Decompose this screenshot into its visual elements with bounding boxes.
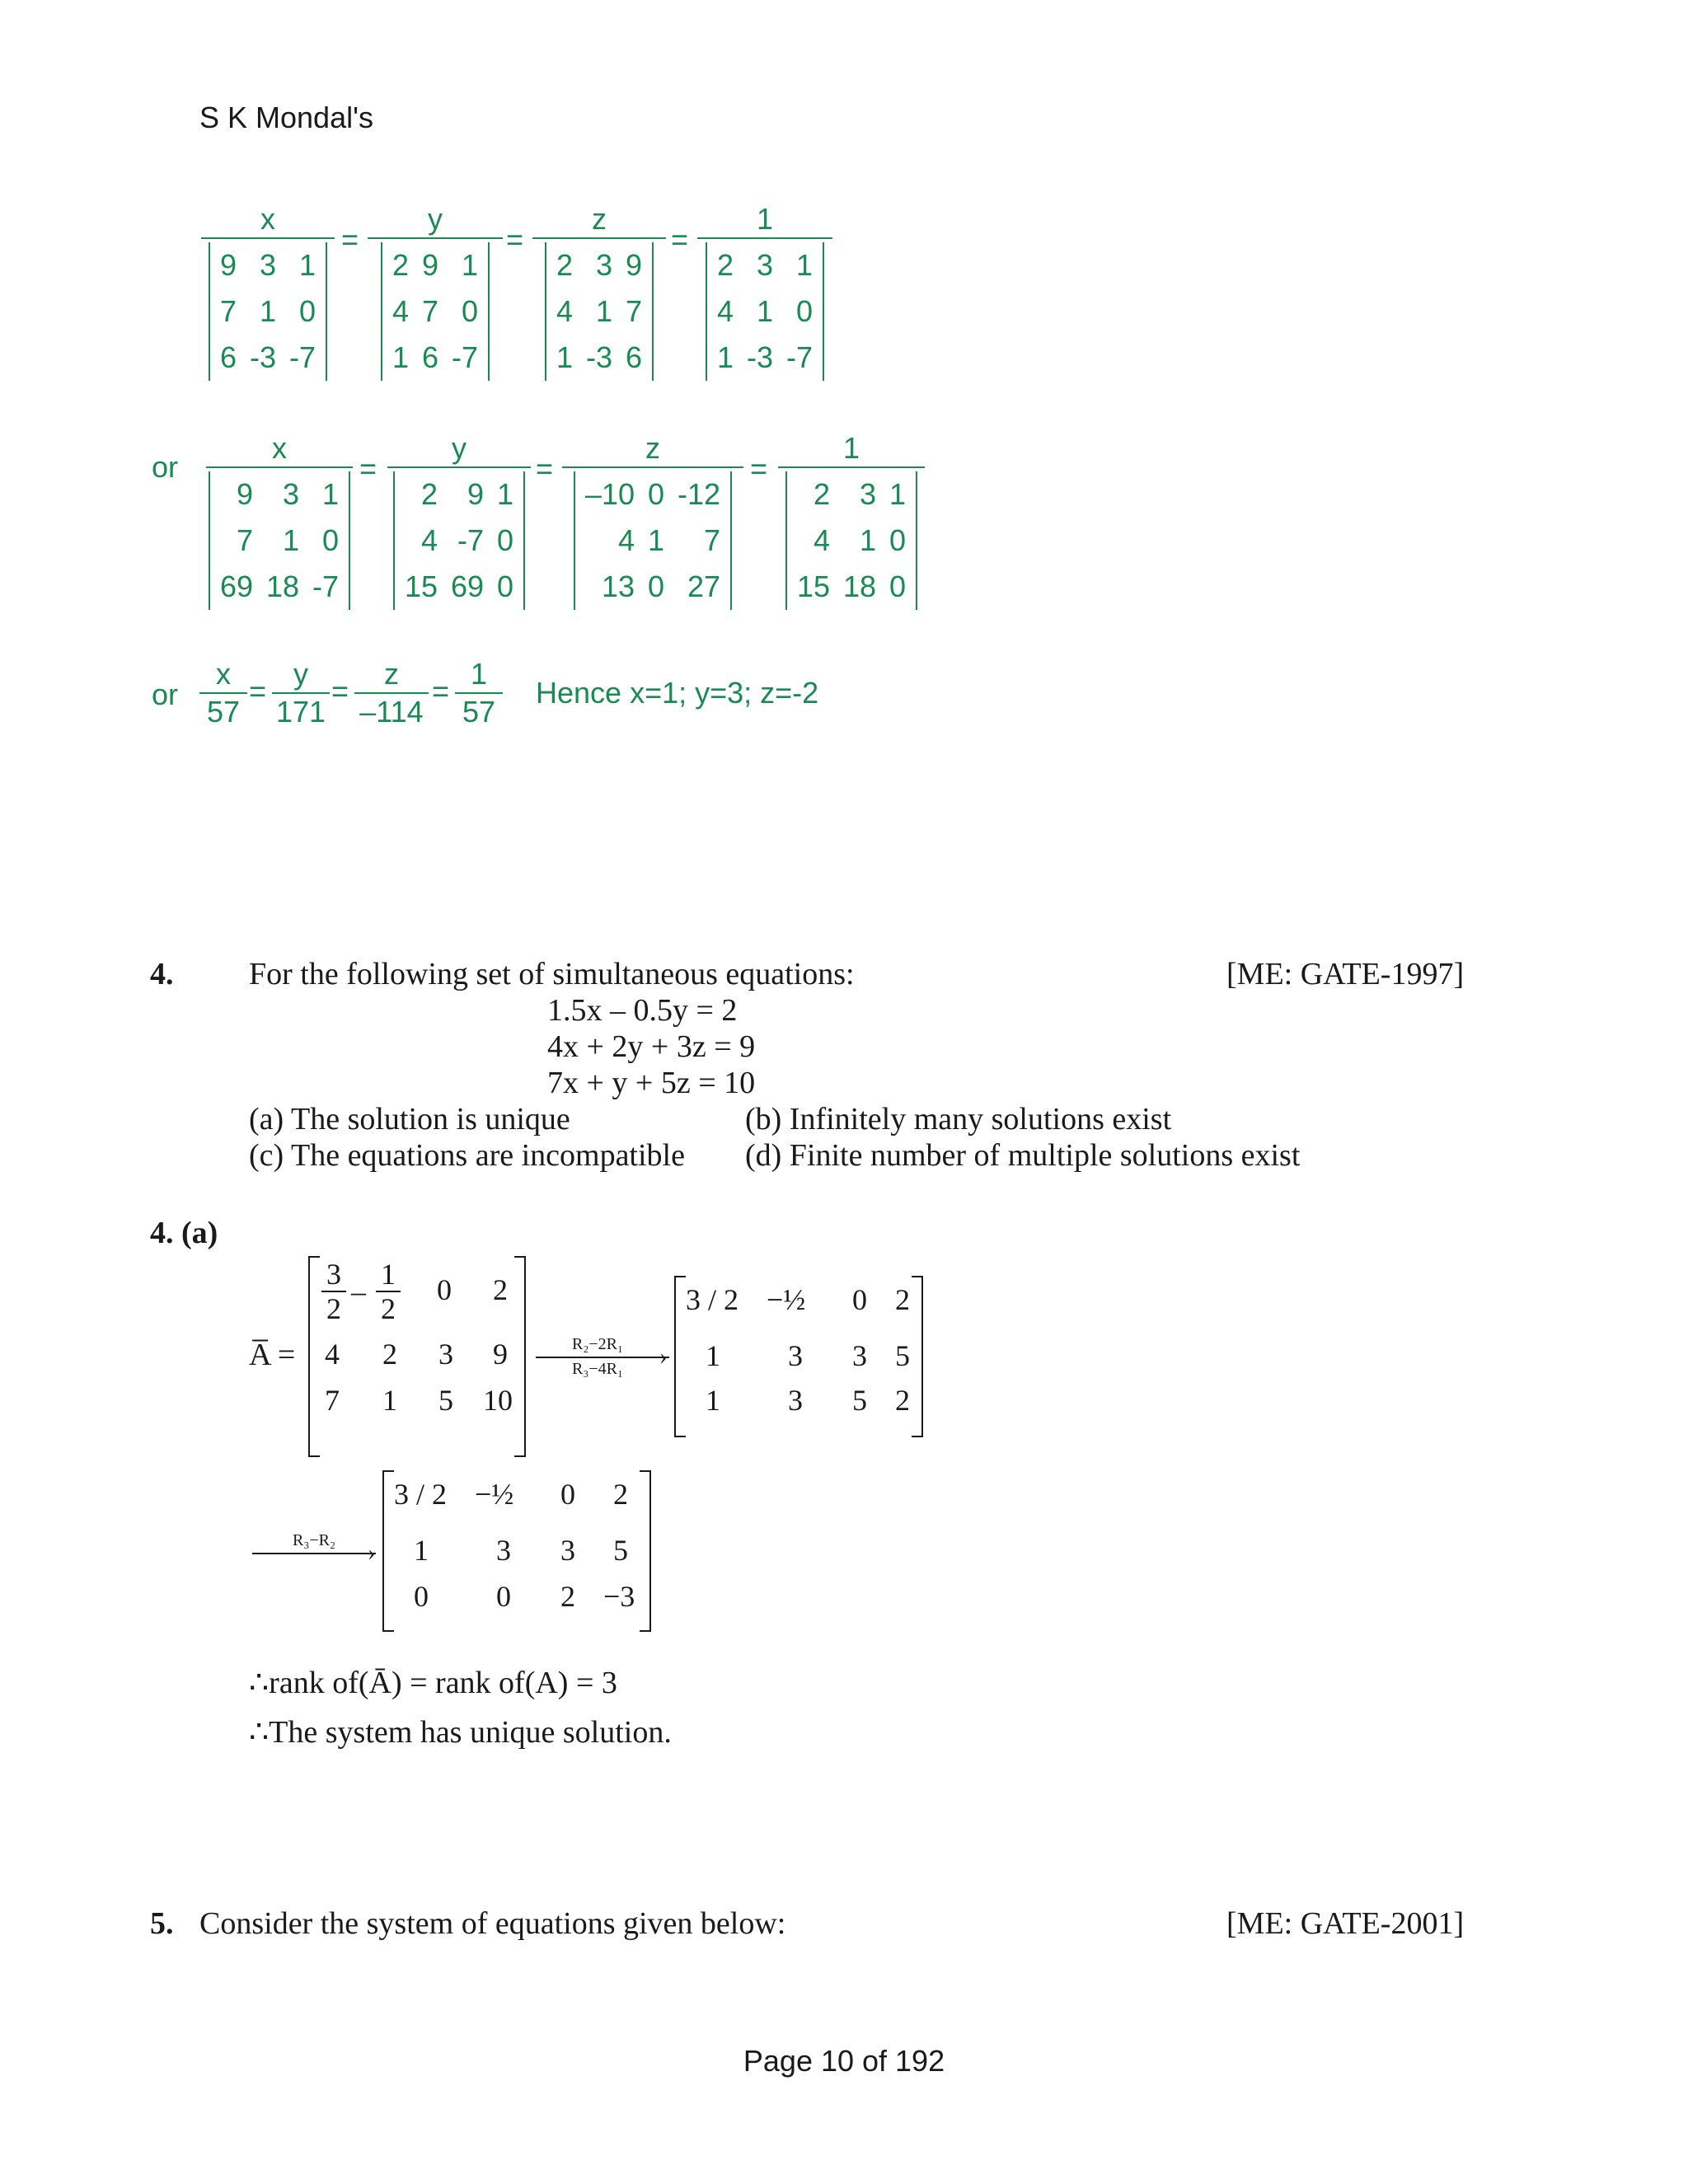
denominator: 57 [462, 695, 496, 729]
equation-1: 1.5x – 0.5y = 2 [547, 993, 738, 1028]
numerator: y [452, 431, 467, 465]
determinant-cell: -12 [678, 477, 721, 511]
determinant-cell: 0 [648, 569, 665, 603]
matrix-cell: 3 [438, 1338, 453, 1371]
matrix-cell: 1 2 [376, 1258, 401, 1325]
frac-y-3 [272, 656, 330, 730]
matrix-cell: 3 2 [321, 1258, 346, 1325]
matrix-cell: 2 [560, 1580, 575, 1613]
determinant-cell: 0 [299, 294, 316, 328]
determinant-cell: 1 [392, 340, 409, 374]
or-label: or [152, 450, 179, 484]
frac-one-2 [778, 430, 925, 610]
determinant-cell: 15 [796, 569, 830, 603]
numerator: y [428, 202, 443, 236]
augmented-matrix-label: A̅ = [249, 1338, 296, 1372]
option-a: (a) The solution is unique [249, 1102, 570, 1137]
matrix-cell: 3 [852, 1339, 867, 1372]
determinant-cell: -7 [786, 340, 814, 374]
equation-3: 7x + y + 5z = 10 [547, 1066, 756, 1100]
matrix-cell: 3 / 2 [686, 1283, 739, 1316]
determinant-cell: 0 [889, 569, 907, 603]
frac-one-1 [697, 201, 832, 381]
page-number: Page 10 of 192 [743, 2044, 945, 2078]
determinant-cell: 0 [889, 523, 907, 557]
matrix-cell: 0 [560, 1478, 575, 1511]
operation-label: R₃−4R₁ [572, 1360, 623, 1378]
numerator: z [354, 656, 429, 694]
determinant-cell: 1 [462, 248, 479, 282]
determinant-cell: 1 [860, 523, 877, 557]
matrix-cell: 1 [706, 1384, 720, 1417]
matrix-cell: 0 [414, 1580, 429, 1613]
matrix-cell: 2 [382, 1338, 397, 1371]
option-c: (c) The equations are incompatible [249, 1138, 685, 1173]
option-d: (d) Finite number of multiple solutions exist [745, 1138, 1301, 1173]
matrix-cell: 0 [437, 1273, 452, 1306]
determinant [706, 242, 824, 381]
determinant-cell: 6 [219, 340, 237, 374]
matrix-cell: 5 [895, 1339, 910, 1372]
determinant-cell: 1 [796, 248, 814, 282]
matrix-cell: 3 [560, 1534, 575, 1567]
determinant-cell: 1 [556, 340, 573, 374]
frac-x-1 [201, 201, 335, 381]
determinant-cell: 9 [236, 477, 253, 511]
matrix-cell: −½ [767, 1283, 806, 1316]
question-4-stem: For the following set of simultaneous equations: [249, 957, 855, 991]
determinant-cell: 18 [265, 569, 300, 603]
determinant-cell: 1 [497, 477, 514, 511]
arrowhead-icon: › [659, 1344, 668, 1370]
numerator: z [645, 431, 660, 465]
matrix-cell: 5 [438, 1384, 453, 1417]
determinant-cell: 3 [860, 477, 877, 511]
frac-y-1 [368, 201, 503, 381]
page-header: S K Mondal's [199, 101, 373, 134]
numerator: x [199, 656, 247, 694]
matrix-cell: −3 [603, 1580, 635, 1613]
arrowhead-icon: › [368, 1540, 376, 1566]
determinant-cell: 27 [687, 569, 721, 603]
equals-sign: = [359, 452, 377, 485]
determinant-cell: 2 [716, 248, 734, 282]
determinant-cell: 9 [219, 248, 237, 282]
determinant-cell: -7 [289, 340, 316, 374]
numerator: y [272, 656, 330, 694]
question-5-stem: Consider the system of equations given below: [199, 1906, 786, 1941]
determinant-cell: 6 [626, 340, 643, 374]
question-4-number: 4. [150, 957, 174, 991]
numerator: 1 [756, 202, 774, 236]
determinant-cell: 0 [497, 569, 514, 603]
determinant-cell: 9 [421, 248, 439, 282]
determinant-cell: 1 [283, 523, 300, 557]
determinant-cell: 4 [813, 523, 830, 557]
denominator: –114 [359, 695, 424, 729]
determinant-cell: 7 [626, 294, 643, 328]
equals-sign: = [249, 674, 267, 708]
matrix-cell: −½ [475, 1478, 514, 1511]
operation-label: R₂−2R₁ [572, 1335, 623, 1353]
matrix-cell: 3 [496, 1534, 511, 1567]
determinant-cell: 3 [283, 477, 300, 511]
equals-sign: = [432, 674, 450, 708]
determinant-cell: –10 [584, 477, 635, 511]
determinant-cell: 2 [813, 477, 830, 511]
determinant-cell: 0 [462, 294, 479, 328]
answer-4-label: 4. (a) [150, 1216, 218, 1250]
determinant-cell: 4 [617, 523, 635, 557]
frac-one-3 [455, 656, 503, 730]
determinant-cell: 2 [556, 248, 573, 282]
matrix-cell: 9 [493, 1338, 508, 1371]
question-5-number: 5. [150, 1906, 174, 1941]
determinant-cell: 1 [595, 294, 612, 328]
numerator: x [260, 202, 275, 236]
determinant-cell: 2 [392, 248, 409, 282]
determinant-cell: 69 [450, 569, 485, 603]
determinant-cell: 7 [421, 294, 439, 328]
determinant-cell: 7 [236, 523, 253, 557]
numerator: 1 [455, 656, 503, 694]
determinant [381, 242, 490, 381]
determinant-cell: 1 [756, 294, 774, 328]
determinant-cell: 3 [756, 248, 774, 282]
numerator: 1 [842, 431, 860, 465]
matrix-cell: 1 [706, 1339, 720, 1372]
equation-2: 4x + 2y + 3z = 9 [547, 1029, 756, 1064]
matrix-cell: 2 [895, 1283, 910, 1316]
matrix-cell: 3 [788, 1384, 803, 1417]
determinant-cell: 1 [259, 294, 277, 328]
determinant-cell: 7 [219, 294, 237, 328]
equals-sign: = [536, 452, 554, 485]
determinant-cell: 6 [421, 340, 439, 374]
determinant-cell: 1 [716, 340, 734, 374]
frac-x-3 [199, 656, 247, 730]
determinant-cell: -7 [312, 569, 340, 603]
equals-sign: = [671, 223, 689, 256]
frac-x-2 [206, 430, 353, 610]
determinant-cell: 13 [601, 569, 635, 603]
determinant-cell: 0 [648, 477, 665, 511]
matrix-cell: 2 [493, 1273, 508, 1306]
determinant-cell: 4 [716, 294, 734, 328]
numerator: z [592, 202, 607, 236]
determinant-cell: 0 [322, 523, 340, 557]
question-5-source: [ME: GATE-2001] [1226, 1906, 1465, 1941]
determinant-cell: 4 [392, 294, 409, 328]
determinant-cell: -3 [747, 340, 774, 374]
matrix-cell: 4 [325, 1338, 340, 1371]
or-label: or [152, 677, 179, 711]
determinant [785, 471, 917, 610]
denominator: 171 [275, 695, 326, 729]
determinant [209, 242, 327, 381]
determinant-cell: 2 [420, 477, 438, 511]
option-b: (b) Infinitely many solutions exist [745, 1102, 1172, 1137]
minus-sign: – [351, 1275, 366, 1308]
answer-conclusion: ∴The system has unique solution. [249, 1715, 672, 1750]
equals-sign: = [506, 223, 524, 256]
matrix-cell: 7 [325, 1384, 340, 1417]
denominator: 57 [206, 695, 241, 729]
determinant [393, 471, 525, 610]
determinant-cell: 18 [842, 569, 877, 603]
matrix-cell: 3 [788, 1339, 803, 1372]
determinant-cell: 4 [420, 523, 438, 557]
numerator: x [272, 431, 287, 465]
determinant-cell: 7 [704, 523, 721, 557]
matrix-cell: 0 [496, 1580, 511, 1613]
determinant-cell: -3 [585, 340, 612, 374]
solution-conclusion: Hence x=1; y=3; z=-2 [536, 676, 819, 710]
equals-sign: = [341, 223, 359, 256]
matrix-cell: 2 [895, 1384, 910, 1417]
determinant-cell: -7 [457, 523, 485, 557]
determinant-cell: 1 [648, 523, 665, 557]
determinant-cell: 4 [556, 294, 573, 328]
matrix-cell: 1 [414, 1534, 429, 1567]
matrix-cell: 5 [852, 1384, 867, 1417]
matrix-cell: 0 [852, 1283, 867, 1316]
determinant-cell: -7 [452, 340, 479, 374]
determinant-cell: 0 [497, 523, 514, 557]
determinant-cell: 1 [299, 248, 316, 282]
matrix-cell: 5 [613, 1534, 628, 1567]
frac-z-2 [562, 430, 743, 610]
determinant-cell: 1 [889, 477, 907, 511]
frac-z-3 [354, 656, 429, 730]
determinant-cell: 3 [259, 248, 277, 282]
frac-y-2 [387, 430, 531, 610]
operation-label: R₃−R₂ [293, 1531, 335, 1549]
determinant [209, 471, 350, 610]
equals-sign: = [750, 452, 768, 485]
question-4-source: [ME: GATE-1997] [1226, 957, 1465, 991]
determinant-cell: 0 [796, 294, 814, 328]
determinant [545, 242, 654, 381]
matrix-cell: 2 [613, 1478, 628, 1511]
matrix-cell: 1 [382, 1384, 397, 1417]
determinant [574, 471, 732, 610]
determinant-cell: 69 [219, 569, 253, 603]
determinant-cell: 9 [626, 248, 643, 282]
determinant-cell: 1 [322, 477, 340, 511]
matrix-cell: 10 [483, 1384, 513, 1417]
determinant-cell: 3 [595, 248, 612, 282]
equals-sign: = [331, 674, 349, 708]
matrix-cell: 3 / 2 [394, 1478, 448, 1511]
rank-statement: ∴rank of(Ā) = rank of(A) = 3 [249, 1666, 617, 1700]
frac-z-1 [532, 201, 666, 381]
determinant-cell: -3 [250, 340, 277, 374]
determinant-cell: 15 [404, 569, 438, 603]
determinant-cell: 9 [467, 477, 485, 511]
